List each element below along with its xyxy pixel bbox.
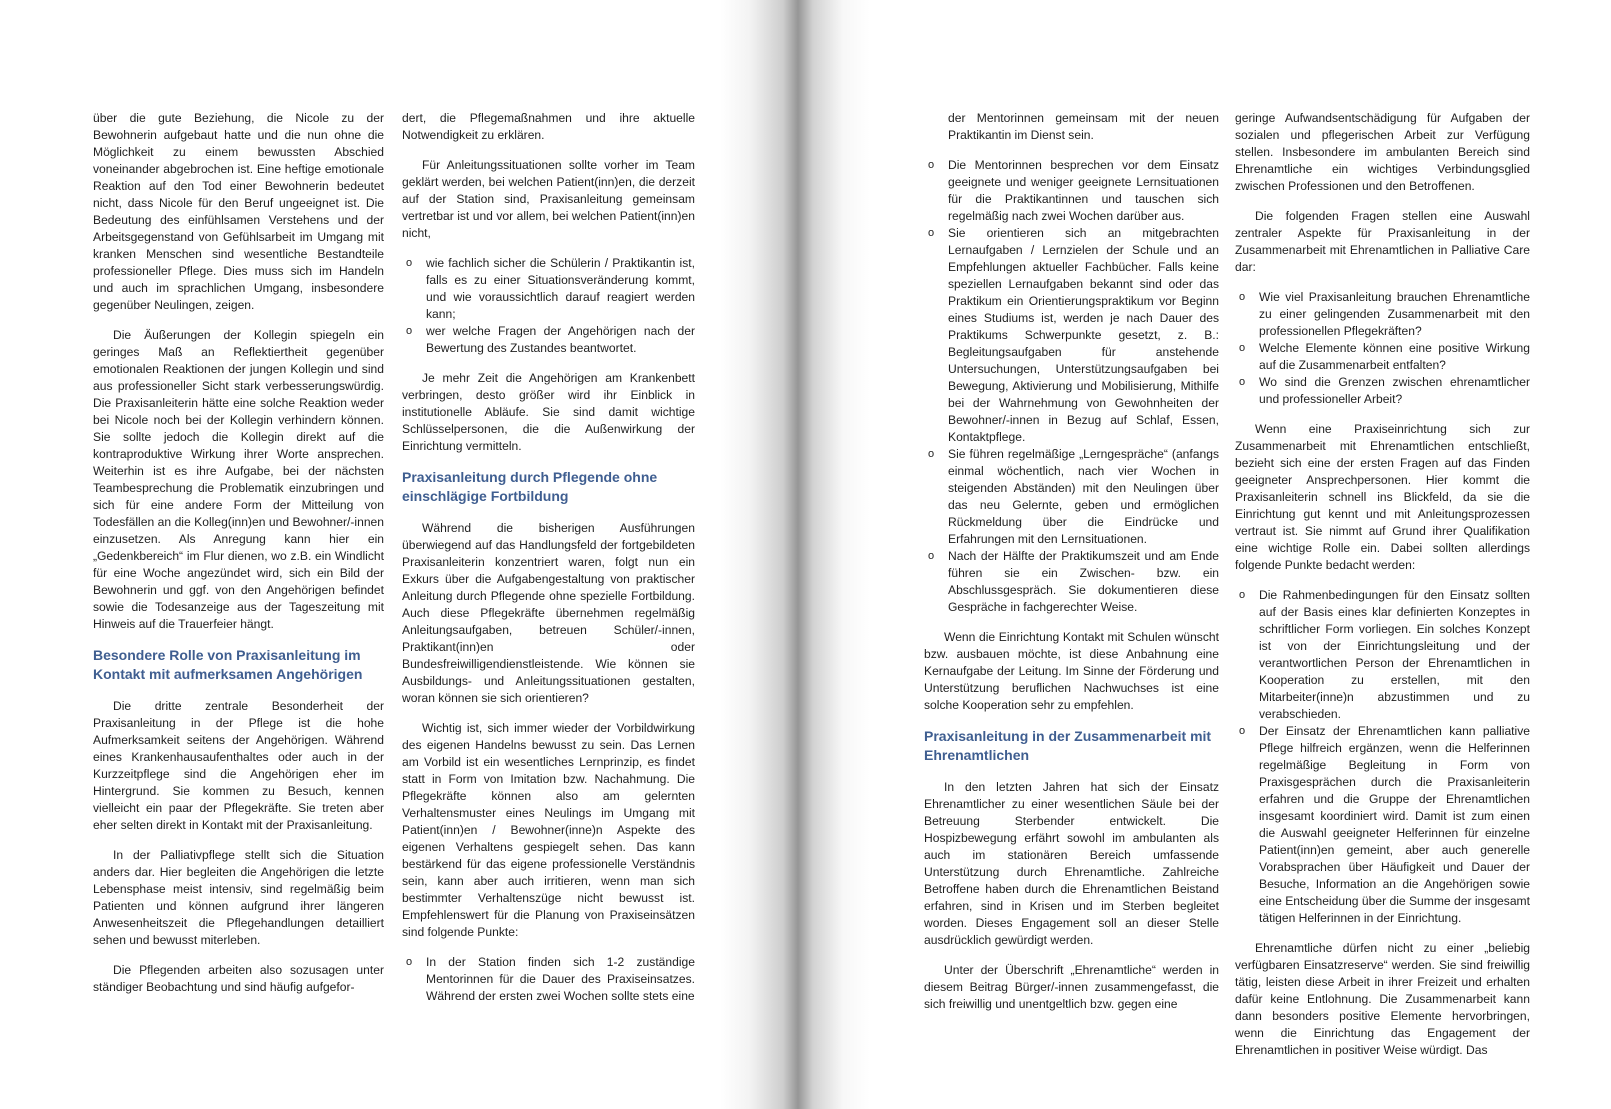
paragraph: Je mehr Zeit die Angehörigen am Krankenbett verbringen, desto größer wird ihr Einblick in institutionelle Abläufe. Sie sind damit wichtige Schlüsselpersonen, die die Außenwirkung der Einrichtung vermitteln. [402, 371, 695, 453]
bullet-icon: o [405, 325, 413, 337]
list-item: o Wo sind die Grenzen zwischen ehrenamtlicher und professioneller Arbeit? [1238, 375, 1530, 406]
bullet-icon: o [927, 448, 935, 460]
book-gutter-shadow [720, 0, 870, 1109]
bullet-icon: o [927, 227, 935, 239]
bullet-icon: o [927, 550, 935, 562]
paragraph: In der Palliativpflege stellt sich die Situation anders dar. Hier begleiten die Angehörigen die letzte Lebensphase meist intensiv, sind regelmäßig beim Patienten und können aufgrund ihrer längeren Anwesenheitszeit die Pflegehandlungen detailliert sehen und bewusst miterleben. [93, 848, 384, 947]
bullet-list [924, 157, 1219, 616]
list-item: o wie fachlich sicher die Schülerin / Praktikantin ist, falls es zu einer Situationsveränderung kommt, und wie voraussichtlich darauf reagiert werden kann; [405, 256, 695, 321]
list-item: o Sie orientieren sich an mitgebrachten Lernaufgaben / Lernzielen der Schule und an Empfehlungen aktueller Fachbücher. Falls keine speziellen Lernaufgaben bekannt sind oder das Praktikum ein Orientierungspraktikum vor Beginn eines Studiums ist, werden je nach Dauer des Praktikums Schwerpunkte gesetzt, z. B.: Begleitungsaufgaben für anstehende Untersuchungen, Unterstützungsaufgaben bei Bewegung, Aktivierung und Mobilisierung, Mithilfe bei der Wahrnehmung von Gewohnheiten der Bewohner/-innen in Bezug auf Schlaf, Essen, Kontaktpflege. [927, 226, 1219, 444]
bullet-icon: o [405, 257, 413, 269]
left-page-column-2 [402, 110, 695, 1100]
paragraph: In den letzten Jahren hat sich der Einsatz Ehrenamtlicher zu einer wesentlichen Säule bei der Betreuung Sterbender entwickelt. Die Hospizbewegung erfährt sowohl im ambulanten als auch im stationären Bereich umfassende Unterstützung durch Ehrenamtliche. Zahlreiche Betroffene haben durch die Ehrenamtlichen Beistand erfahren, sind in Krisen und im Sterben begleitet worden. Dieses Engagement soll an dieser Stelle ausdrücklich gewürdigt werden. [924, 780, 1219, 947]
paragraph: dert, die Pflegemaßnahmen und ihre aktuelle Notwendigkeit zu erklären. [402, 111, 695, 142]
right-page-column-1 [924, 110, 1219, 1100]
paragraph: Die Pflegenden arbeiten also sozusagen unter ständiger Beobachtung und sind häufig aufgefor- [93, 963, 384, 994]
list-item: o Die Mentorinnen besprechen vor dem Einsatz geeignete und weniger geeignete Lernsituationen für die Praktikantinnen und tauschen sich regelmäßig nach zwei Wochen darüber aus. [927, 158, 1219, 223]
paragraph: Für Anleitungssituationen sollte vorher im Team geklärt werden, bei welchen Patient(inn)en, die derzeit auf der Station sind, Praxisanleitung gemeinsam vertretbar ist und vor allem, bei welchen Patient(inn)en nicht, [402, 158, 695, 240]
bullet-list [402, 255, 695, 357]
bullet-icon: o [927, 159, 935, 171]
list-item: o Die Rahmenbedingungen für den Einsatz sollten auf der Basis eines klar definierten Konzeptes in schriftlicher Form vorliegen. Ein solches Konzept ist von der Einrichtungsleitung und der verantwortlichen Person der Ehrenamtlichen in Kooperation zu erstellen, mit den Mitarbeiter(inne)n abzustimmen und zu verabschieden. [1238, 588, 1530, 721]
paragraph: Die dritte zentrale Besonderheit der Praxisanleitung in der Pflege ist die hohe Aufmerksamkeit seitens der Angehörigen. Während eines Krankenhausaufenthaltes oder auch in der Kurzzeitpflege sind die Angehörigen eher im Hintergrund. Sie kommen zu Besuch, kennen vielleicht ein paar der Pflegekräfte. Sie treten aber eher selten direkt in Kontakt mit der Praxisanleitung. [93, 699, 384, 832]
list-item: o In der Station finden sich 1-2 zuständige Mentorinnen für die Dauer des Praxiseinsatzes. Während der ersten zwei Wochen sollte stets eine [405, 955, 695, 1003]
list-item: o Welche Elemente können eine positive Wirkung auf die Zusammenarbeit entfalten? [1238, 341, 1530, 372]
bullet-icon: o [405, 956, 413, 968]
section-heading: Praxisanleitung durch Pflegende ohne einschlägige Fortbildung [402, 469, 658, 504]
bullet-list [1235, 587, 1530, 927]
list-item: o Der Einsatz der Ehrenamtlichen kann palliative Pflege hilfreich ergänzen, wenn die Helferinnen regelmäßige Begleitung in Form von Praxisgesprächen durch die Praxisanleiterin erfahren und die Gruppe der Ehrenamtlichen insgesamt koordiniert wird. Damit ist zum einen die Auswahl geeigneter Helferinnen für einzelne Patient(inn)en gemeint, aber auch generelle Vorabsprachen über Häufigkeit und Dauer der Besuche, Information an die Angehörigen sowie eine Entscheidung über die Summe der insgesamt tätigen Helferinnen in der Einrichtung. [1238, 724, 1530, 925]
list-item: o wer welche Fragen der Angehörigen nach der Bewertung des Zustandes beantwortet. [405, 324, 695, 355]
paragraph: Während die bisherigen Ausführungen überwiegend auf das Handlungsfeld der fortgebildeten Praxisanleiterin konzentriert waren, folgt nun ein Exkurs über die Aufgabengestaltung von praktischer Anleitung durch Pflegende ohne spezielle Fortbildung. Auch diese Pflegekräfte übernehmen regelmäßig Anleitungsaufgaben, betreuen Schüler/-innen, Praktikant(inn)en oder Bundesfreiwilligendienstleistende. Wie können sie Ausbildungs- und Anleitungssituationen gestalten, woran können sie sich orientieren? [402, 521, 695, 705]
paragraph: über die gute Beziehung, die Nicole zu der Bewohnerin aufgebaut hatte und die nun ohne die Möglichkeit zu einem bewussten Abschied voneinander abgebrochen ist. Eine heftige emotionale Reaktion auf den Tod einer Bewohnerin bedeutet nicht, dass Nicole für den Beruf ungeeignet ist. Die Bedeutung des einfühlsamen Verstehens und der Arbeitsgegenstand von Gefühlsarbeit im Umgang mit kranken Menschen sind wesentliche Bestandteile professioneller Pflege. Dies muss sich im Handeln und auch im sprachlichen Umgang, insbesondere gegenüber Neulingen, zeigen. [93, 111, 384, 312]
bullet-list [1235, 289, 1530, 408]
bullet-icon: o [1238, 291, 1246, 303]
bullet-list [402, 954, 695, 1005]
paragraph: geringe Aufwandsentschädigung für Aufgaben der sozialen und pflegerischen Arbeit zur Verfügung stellen. Insbesondere im ambulanten Bereich sind Ehrenamtliche ein wichtiges Verbindungsglied zwischen Professionen und den Betroffenen. [1235, 111, 1530, 193]
paragraph: Die Äußerungen der Kollegin spiegeln ein geringes Maß an Reflektiertheit gegenüber emotionalen Reaktionen der jungen Kollegin und sind aus professioneller Sicht stark verbesserungswürdig. Die Praxisanleiterin hätte eine solche Reaktion weder bei Nicole noch bei der Kollegin verhindern können. Sie sollte jedoch die Kollegin direkt auf die kontraproduktive Wirkung ihrer Worte ansprechen. Weiterhin ist es ihre Aufgabe, bei der nächsten Teambesprechung die Problematik einzubringen und sich für eine andere Form der Mitteilung von Todesfällen an die Kolleg(inn)en und Bewohner/-innen einzusetzen. Als Anregung kann hier ein „Gedenkbereich“ im Flur dienen, wo z.B. ein Windlicht für eine Woche angezündet wird, sich ein Bild der Bewohnerin und ggf. von den Angehörigen befindet sowie die Todesanzeige aus der Tageszeitung mit Hinweis auf die Trauerfeier hängt. [93, 328, 384, 631]
list-item: o Nach der Hälfte der Praktikumszeit und am Ende führen sie ein Zwischen- bzw. ein Abschlussgespräch. Sie dokumentieren diese Gespräche in fachgerechter Weise. [927, 549, 1219, 614]
list-item: o Sie führen regelmäßige „Lerngespräche“ (anfangs einmal wöchentlich, nach vier Wochen in steigenden Abständen) mit den Neulingen über das neu Gelernte, geben und ermöglichen Rückmeldung über die Eindrücke und Erfahrungen mit den Lernsituationen. [927, 447, 1219, 546]
section-heading: Besondere Rolle von Praxisanleitung im Kontakt mit aufmerksamen Angehörigen [93, 647, 363, 682]
bullet-icon: o [1238, 376, 1246, 388]
paragraph: Wichtig ist, sich immer wieder der Vorbildwirkung des eigenen Handelns bewusst zu sein. Das Lernen am Vorbild ist ein wesentliches Lernprinzip, es findet statt in Form von Imitation bzw. Nachahmung. Die Pflegekräfte können also am gelernten Verhaltensmuster eines Neulings im Umgang mit Patient(inn)en / Bewohner(inne)n Aspekte des eigenen Verhaltens gespiegelt sehen. Das kann bestärkend für das eigene professionelle Verständnis sein, kann aber auch irritieren, wenn man sich bestimmter Verhaltenszüge nicht bewusst ist. Empfehlenswert für die Planung von Praxiseinsätzen sind folgende Punkte: [402, 721, 695, 939]
bullet-icon: o [1238, 725, 1246, 737]
paragraph: Ehrenamtliche dürfen nicht zu einer „beliebig verfügbaren Einsatzreserve“ werden. Sie sind freiwillig tätig, leisten diese Arbeit in ihrer Freizeit und erhalten dafür keine Entlohnung. Die Zusammenarbeit kann dann besonders positive Elemente hervorbringen, wenn die Einrichtung das Engagement der Ehrenamtlichen in positiver Weise würdigt. Das [1235, 941, 1530, 1057]
paragraph: Wenn die Einrichtung Kontakt mit Schulen wünscht bzw. ausbauen möchte, ist diese Anbahnung eine Kernaufgabe der Leitung. Im Sinne der Förderung und Unterstützung beruflichen Nachwuchses ist eine solche Kooperation sehr zu empfehlen. [924, 630, 1219, 712]
paragraph: Unter der Überschrift „Ehrenamtliche“ werden in diesem Beitrag Bürger/-innen zusammengefasst, die sich freiwillig und unentgeltlich bzw. gegen eine [924, 963, 1219, 1011]
left-page-column-1 [93, 110, 384, 1100]
right-page-column-2 [1235, 110, 1530, 1100]
section-heading: Praxisanleitung in der Zusammenarbeit mit Ehrenamtlichen [924, 728, 1212, 763]
paragraph: Wenn eine Praxiseinrichtung sich zur Zusammenarbeit mit Ehrenamtlichen entschließt, bezieht sich eine der ersten Fragen auf das Finden geeigneter Ansprechpersonen. Hier kommt die Praxisanleiterin schnell ins Blickfeld, da sie die Einrichtung gut kennt und mit Anleitungsprozessen vertraut ist. Sie nimmt auf Grund ihrer Qualifikation eine wichtige Rolle ein. Dabei sollten allerdings folgende Punkte bedacht werden: [1235, 422, 1530, 572]
bullet-icon: o [1238, 342, 1246, 354]
paragraph: der Mentorinnen gemeinsam mit der neuen Praktikantin im Dienst sein. [948, 111, 1219, 142]
list-item: o Wie viel Praxisanleitung brauchen Ehrenamtliche zu einer gelingenden Zusammenarbeit mit den professionellen Pflegekräften? [1238, 290, 1530, 338]
paragraph: Die folgenden Fragen stellen eine Auswahl zentraler Aspekte für Praxisanleitung in der Zusammenarbeit mit Ehrenamtlichen in Palliative Care dar: [1235, 209, 1530, 274]
bullet-icon: o [1238, 589, 1246, 601]
